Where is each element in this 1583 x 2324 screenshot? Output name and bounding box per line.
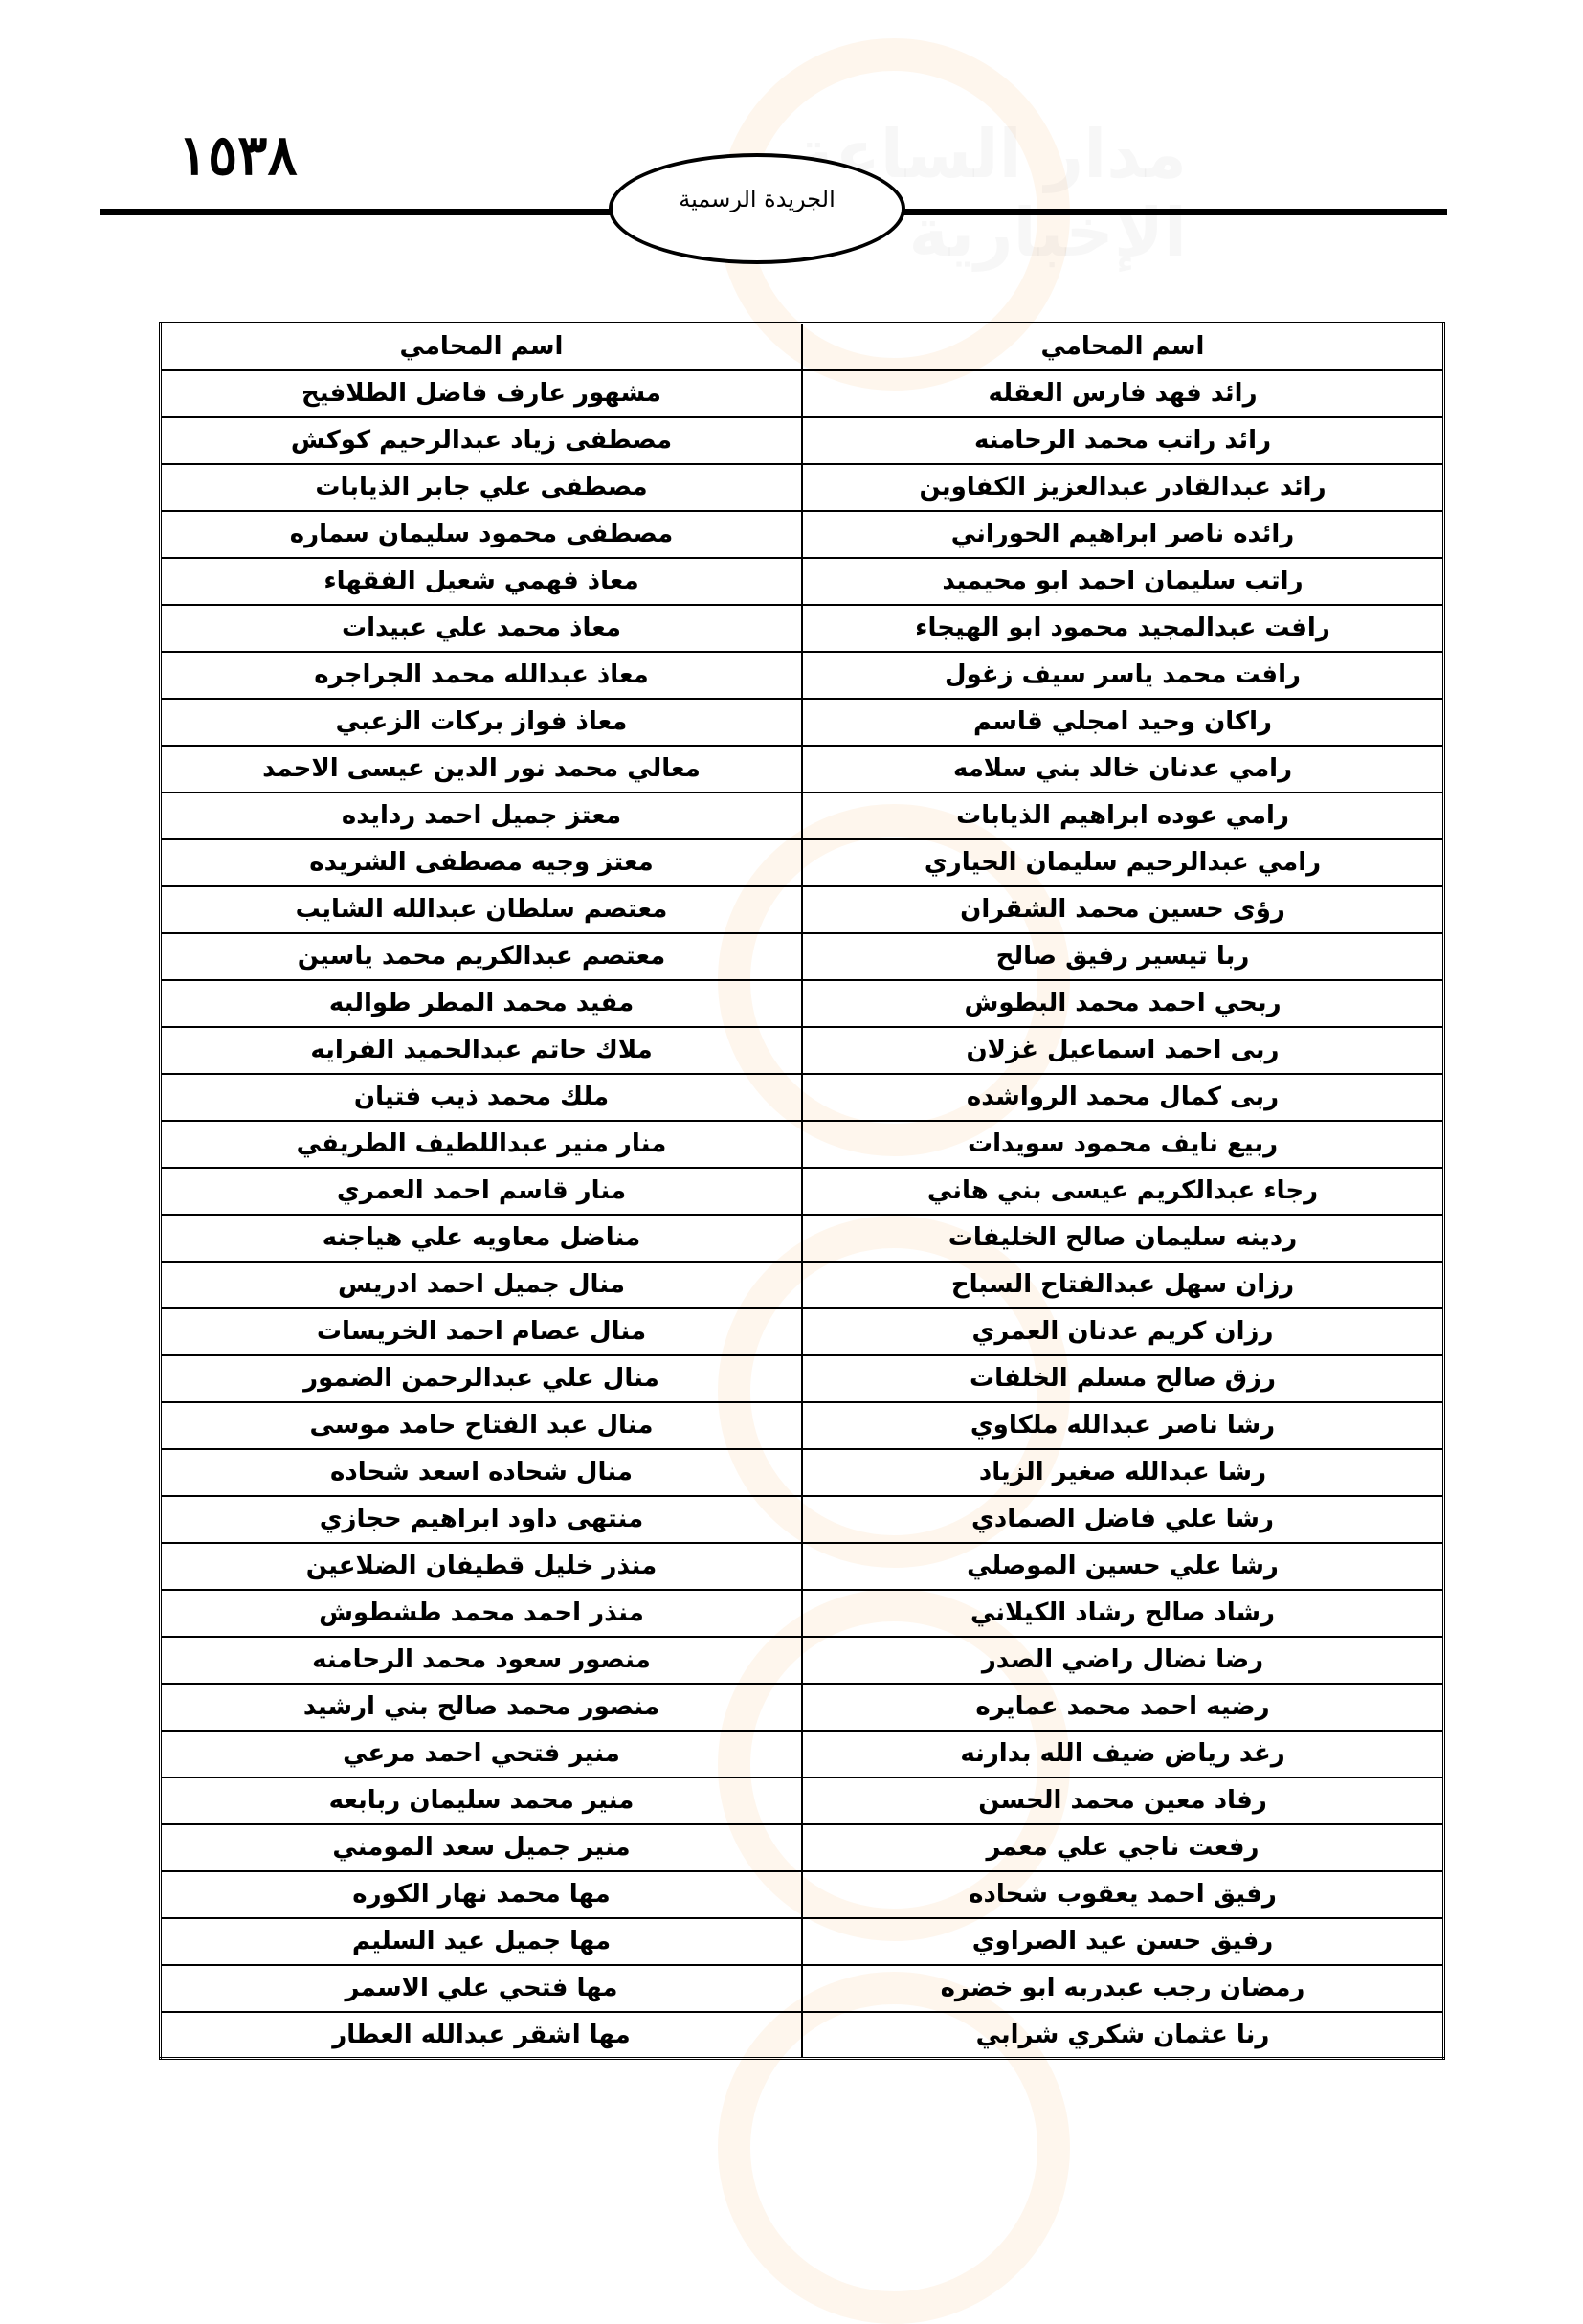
table-row bbox=[161, 1590, 1444, 1637]
table-row bbox=[161, 699, 1444, 746]
lawyer-name-right: ربحي احمد محمد البطوش bbox=[802, 980, 1444, 1027]
table-row bbox=[161, 2012, 1444, 2059]
lawyer-name-right: رفيق احمد يعقوب شحاده bbox=[802, 1871, 1444, 1918]
table-row bbox=[161, 605, 1444, 652]
lawyer-name-right: رشاد صالح رشاد الكيلاني bbox=[802, 1590, 1444, 1637]
lawyer-name-right: ربى احمد اسماعيل غزلان bbox=[802, 1027, 1444, 1074]
table-row bbox=[161, 1871, 1444, 1918]
lawyer-name-left: منار منير عبداللطيف الطريفي bbox=[161, 1121, 803, 1168]
gazette-title: الجريدة الرسمية bbox=[679, 186, 836, 212]
lawyer-name-right: رضا نضال راضي الصدر bbox=[802, 1637, 1444, 1684]
column-header-left: اسم المحامي bbox=[161, 324, 803, 370]
lawyer-name-left: مها جميل عيد السليم bbox=[161, 1918, 803, 1965]
lawyer-name-left: منصور محمد صالح بني ارشيد bbox=[161, 1684, 803, 1731]
lawyer-name-left: منذر احمد محمد طشطوش bbox=[161, 1590, 803, 1637]
lawyer-name-left: ملاك حاتم عبدالحميد الفرايه bbox=[161, 1027, 803, 1074]
lawyer-name-left: منال جميل احمد ادريس bbox=[161, 1262, 803, 1308]
table-row bbox=[161, 1262, 1444, 1308]
table-row bbox=[161, 1215, 1444, 1262]
page-number: ١٥٣٨ bbox=[178, 123, 298, 188]
lawyer-name-right: ربى كمال محمد الرواشده bbox=[802, 1074, 1444, 1121]
table-row bbox=[161, 511, 1444, 558]
lawyer-name-left: مصطفى علي جابر الذيابات bbox=[161, 464, 803, 511]
table-row bbox=[161, 793, 1444, 839]
lawyer-name-right: راتب سليمان احمد ابو محيميد bbox=[802, 558, 1444, 605]
lawyer-name-left: منتهى داود ابراهيم حجازي bbox=[161, 1496, 803, 1543]
table-row bbox=[161, 1637, 1444, 1684]
lawyer-name-right: رائده ناصر ابراهيم الحوراني bbox=[802, 511, 1444, 558]
lawyer-name-left: منال عبد الفتاح حامد موسى bbox=[161, 1402, 803, 1449]
lawyer-name-right: رائد عبدالقادر عبدالعزيز الكفاوين bbox=[802, 464, 1444, 511]
lawyer-name-right: رشا ناصر عبدالله ملكاوي bbox=[802, 1402, 1444, 1449]
table-row bbox=[161, 746, 1444, 793]
lawyer-name-left: منير جميل سعد المومني bbox=[161, 1824, 803, 1871]
lawyer-name-right: رافت محمد ياسر سيف زغول bbox=[802, 652, 1444, 699]
lawyer-name-right: رامي عوده ابراهيم الذيابات bbox=[802, 793, 1444, 839]
lawyer-name-left: معاذ محمد علي عبيدات bbox=[161, 605, 803, 652]
table-row bbox=[161, 1449, 1444, 1496]
lawyer-name-right: رشا علي حسين الموصلي bbox=[802, 1543, 1444, 1590]
table-row bbox=[161, 370, 1444, 417]
column-header-right: اسم المحامي bbox=[802, 324, 1444, 370]
lawyer-name-left: معتز وجيه مصطفى الشريده bbox=[161, 839, 803, 886]
lawyer-name-left: منير محمد سليمان ربابعه bbox=[161, 1777, 803, 1824]
lawyer-name-right: رشا عبدالله صغير الزياد bbox=[802, 1449, 1444, 1496]
table-row bbox=[161, 1355, 1444, 1402]
lawyer-name-right: رنا عثمان شكري شرابي bbox=[802, 2012, 1444, 2059]
lawyer-name-left: مها اشقر عبدالله العطار bbox=[161, 2012, 803, 2059]
table-row bbox=[161, 558, 1444, 605]
table-row bbox=[161, 1027, 1444, 1074]
table-row bbox=[161, 839, 1444, 886]
lawyer-name-left: معالي محمد نور الدين عيسى الاحمد bbox=[161, 746, 803, 793]
lawyer-name-right: رفاد معين محمد الحسن bbox=[802, 1777, 1444, 1824]
header-ellipse bbox=[609, 153, 905, 264]
lawyer-name-right: رامي عبدالرحيم سليمان الحياري bbox=[802, 839, 1444, 886]
lawyer-name-left: مصطفى محمود سليمان سماره bbox=[161, 511, 803, 558]
lawyer-name-right: رجاء عبدالكريم عيسى بني هاني bbox=[802, 1168, 1444, 1215]
table-row bbox=[161, 980, 1444, 1027]
lawyer-name-right: ردينه سليمان صالح الخليفات bbox=[802, 1215, 1444, 1262]
lawyer-name-right: رغد رياض ضيف الله بدارنه bbox=[802, 1731, 1444, 1777]
lawyer-name-left: مناضل معاويه علي هياجنه bbox=[161, 1215, 803, 1262]
lawyer-name-right: رزان سهل عبدالفتاح السباح bbox=[802, 1262, 1444, 1308]
lawyer-name-left: معاذ فواز بركات الزعبي bbox=[161, 699, 803, 746]
table-row bbox=[161, 1824, 1444, 1871]
lawyer-name-left: معتصم سلطان عبدالله الشايب bbox=[161, 886, 803, 933]
lawyer-name-left: منذر خليل قطيفان الضلاعين bbox=[161, 1543, 803, 1590]
table-row bbox=[161, 1918, 1444, 1965]
table-row bbox=[161, 1402, 1444, 1449]
table-row bbox=[161, 652, 1444, 699]
table-row bbox=[161, 933, 1444, 980]
lawyer-name-left: منصور سعود محمد الرحامنه bbox=[161, 1637, 803, 1684]
lawyer-name-left: مصطفى زياد عبدالرحيم كوكش bbox=[161, 417, 803, 464]
table-row bbox=[161, 1777, 1444, 1824]
lawyer-name-right: رافت عبدالمجيد محمود ابو الهيجاء bbox=[802, 605, 1444, 652]
lawyer-name-left: منال علي عبدالرحمن الضمور bbox=[161, 1355, 803, 1402]
table-row bbox=[161, 1074, 1444, 1121]
lawyer-name-right: رامي عدنان خالد بني سلامه bbox=[802, 746, 1444, 793]
lawyer-name-right: رفعت ناجي علي معمر bbox=[802, 1824, 1444, 1871]
lawyer-name-left: ملك محمد ذيب فتيان bbox=[161, 1074, 803, 1121]
table-row bbox=[161, 464, 1444, 511]
lawyer-name-right: رشا علي فاضل الصمادي bbox=[802, 1496, 1444, 1543]
lawyer-name-right: رائد راتب محمد الرحامنه bbox=[802, 417, 1444, 464]
watermark-text: مدار الساعة الإخبارية bbox=[793, 115, 1187, 272]
lawyer-name-left: معاذ عبدالله محمد الجراجره bbox=[161, 652, 803, 699]
lawyer-name-left: منال شحاده اسعد شحاده bbox=[161, 1449, 803, 1496]
lawyer-name-right: راكان وحيد امجلي قاسم bbox=[802, 699, 1444, 746]
lawyer-name-left: معاذ فهمي شعيل الفقهاء bbox=[161, 558, 803, 605]
lawyer-name-right: رزق صالح مسلم الخلفات bbox=[802, 1355, 1444, 1402]
lawyer-name-left: منال عصام احمد الخريسات bbox=[161, 1308, 803, 1355]
table-row bbox=[161, 1496, 1444, 1543]
lawyer-name-left: منار قاسم احمد العمري bbox=[161, 1168, 803, 1215]
table-row bbox=[161, 1121, 1444, 1168]
table-body bbox=[161, 370, 1444, 2059]
table-row bbox=[161, 1308, 1444, 1355]
table-row bbox=[161, 417, 1444, 464]
lawyer-name-left: منير فتحي احمد مرعي bbox=[161, 1731, 803, 1777]
table-row bbox=[161, 1965, 1444, 2012]
lawyer-name-left: مها فتحي علي الاسمر bbox=[161, 1965, 803, 2012]
lawyer-name-right: رائد فهد فارس العقله bbox=[802, 370, 1444, 417]
lawyer-name-left: مفيد محمد المطر طوالبه bbox=[161, 980, 803, 1027]
lawyer-name-right: رؤى حسين محمد الشقران bbox=[802, 886, 1444, 933]
lawyer-name-right: ربا تيسير رفيق صالح bbox=[802, 933, 1444, 980]
lawyer-name-right: رمضان رجب عبدربه ابو خضره bbox=[802, 1965, 1444, 2012]
lawyer-name-right: رضيه احمد محمد عمايره bbox=[802, 1684, 1444, 1731]
lawyer-name-right: رزان كريم عدنان العمري bbox=[802, 1308, 1444, 1355]
lawyer-name-left: معتز جميل احمد ردايده bbox=[161, 793, 803, 839]
lawyer-name-left: معتصم عبدالكريم محمد ياسين bbox=[161, 933, 803, 980]
table-row bbox=[161, 1168, 1444, 1215]
table-header-row bbox=[161, 324, 1444, 370]
table-row bbox=[161, 1684, 1444, 1731]
lawyer-name-right: رفيق حسن عيد الصراوي bbox=[802, 1918, 1444, 1965]
lawyer-name-left: مشهور عارف فاضل الطلافيح bbox=[161, 370, 803, 417]
table-row bbox=[161, 1543, 1444, 1590]
table-row bbox=[161, 1731, 1444, 1777]
lawyers-table bbox=[159, 322, 1445, 2060]
lawyer-name-right: ربيع نايف محمود سويدات bbox=[802, 1121, 1444, 1168]
table-row bbox=[161, 886, 1444, 933]
lawyer-name-left: مها محمد نهار الكوره bbox=[161, 1871, 803, 1918]
